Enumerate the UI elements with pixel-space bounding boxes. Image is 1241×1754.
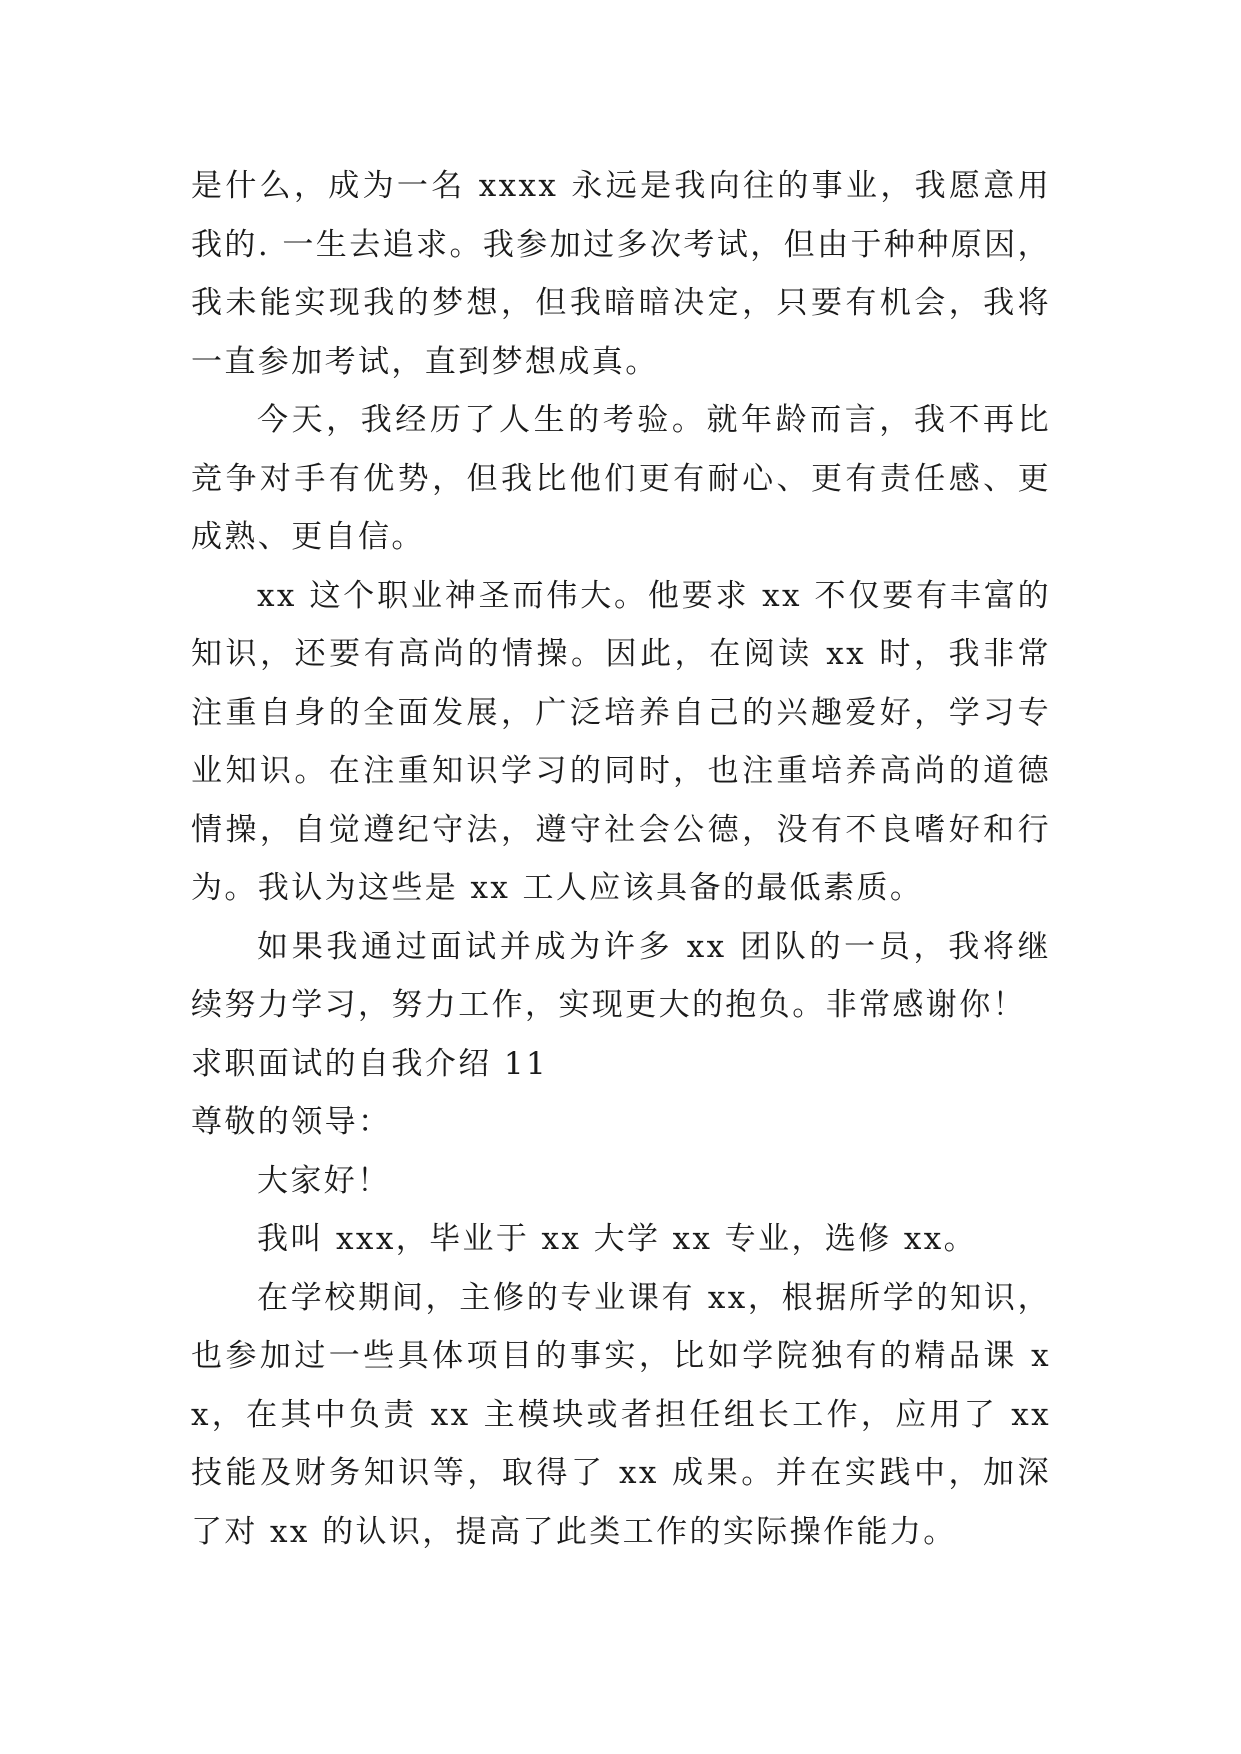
paragraph-career-dream: 是什么，成为一名 xxxx 永远是我向往的事业，我愿意用我的. 一生去追求。我参加过多次考试，但由于种种原因，我未能实现我的梦想，但我暗暗决定，只要有机会，我将一直参加考试，直到梦想成真。 [191,168,1051,380]
paragraph-profession: xx 这个职业神圣而伟大。他要求 xx 不仅要有丰富的知识，还要有高尚的情操。因此，在阅读 xx 时，我非常注重自身的全面发展，广泛培养自己的兴趣爱好，学习专业知识。在注重知识学习的同时，也注重培养高尚的道德情操，自觉遵纪守法，遵守社会公德，没有不良嗜好和行为。我认为这些是 xx 工人应该具备的最低素质。 [191,577,1051,906]
greeting: 大家好！ [257,1162,391,1199]
paragraph-thanks: 如果我通过面试并成为许多 xx 团队的一员，我将继续努力学习，努力工作，实现更大的抱负。非常感谢你！ [191,928,1051,1023]
paragraph-school-experience: 在学校期间，主修的专业课有 xx，根据所学的知识，也参加过一些具体项目的事实，比如学院独有的精品课 xx，在其中负责 xx 主模块或者担任组长工作，应用了 xx 技能及财务知识等，取得了 xx 成果。并在实践中，加深了对 xx 的认识，提高了此类工作的实际操作能力。 [191,1279,1051,1550]
salutation: 尊敬的领导： [191,1104,392,1140]
paragraph-life-test: 今天，我经历了人生的考验。就年龄而言，我不再比竞争对手有优势，但我比他们更有耐心、更有责任感、更成熟、更自信。 [191,402,1051,555]
paragraph-introduction: 我叫 xxx，毕业于 xx 大学 xx 专业，选修 xx。 [257,1221,978,1257]
section-heading: 求职面试的自我介绍 11 [191,1045,549,1082]
document-body [191,157,1051,1561]
